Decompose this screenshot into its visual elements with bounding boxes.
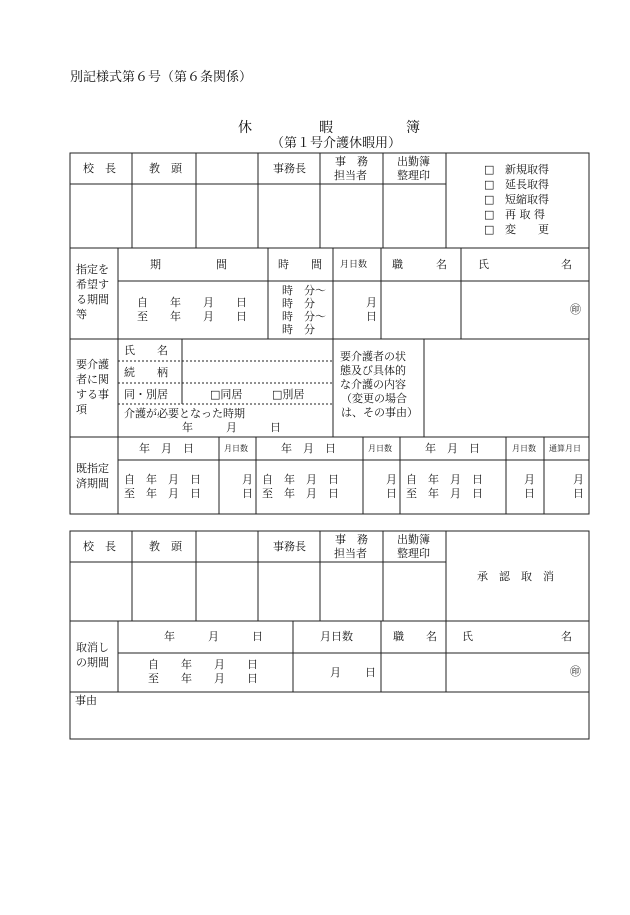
cancel-position-header: 職 名	[393, 630, 437, 643]
title-char-2: 暇	[319, 120, 333, 136]
period-header: 期 間	[150, 258, 227, 271]
cancel-days-header: 月日数	[320, 630, 353, 643]
previous-2-from[interactable]: 自 年 月 日	[262, 473, 339, 486]
cancel-seal-attendance[interactable]	[384, 563, 445, 620]
reason-label: 事由	[75, 694, 97, 707]
care-label-1: 要介護	[76, 358, 109, 371]
state-label-3: な介護の内容	[340, 378, 406, 391]
cancel-seal-icon[interactable]: ㊞	[570, 665, 581, 678]
cancel-period-label-2: の期間	[76, 656, 109, 669]
approval-cancel-label: 承 認 取 消	[477, 570, 554, 583]
desired-day[interactable]: 日	[366, 310, 377, 323]
cancel-name-header-left: 氏	[462, 630, 473, 643]
cancel-from-date[interactable]: 自 年 月 日	[148, 658, 258, 671]
previous-3-to[interactable]: 至 年 月 日	[406, 487, 483, 500]
desired-label-1: 指定を	[76, 263, 109, 276]
option-reacquire-label: 再 取 得	[505, 208, 545, 221]
cancel-period-label-1: 取消し	[76, 641, 109, 654]
state-label-5: は、その事由）	[341, 406, 418, 419]
principal-label: 校 長	[83, 162, 116, 175]
state-label-1: 要介護者の状	[340, 350, 406, 363]
previous-1-days-header: 月日数	[224, 444, 248, 453]
approval-seal-principal[interactable]	[71, 185, 131, 247]
approval-seal-staff[interactable]	[321, 185, 382, 247]
staff-label-2: 担当者	[334, 169, 367, 182]
cancel-seal-office-head[interactable]	[259, 563, 319, 620]
previous-2-month[interactable]: 月	[386, 473, 397, 486]
cancel-attendance-label-2: 整理印	[397, 547, 430, 560]
care-label-3: する事	[76, 388, 109, 401]
approval-seal-office-head[interactable]	[259, 185, 319, 247]
recipient-name-field[interactable]	[183, 340, 332, 360]
cancel-staff-label-1: 事 務	[335, 533, 368, 546]
previous-1-day[interactable]: 日	[242, 487, 253, 500]
recipient-name-label: 氏 名	[124, 344, 168, 357]
care-details-field[interactable]	[425, 340, 588, 436]
title-char-3: 簿	[406, 120, 420, 136]
relation-field[interactable]	[183, 362, 332, 382]
option-reacquire-checkbox[interactable]: □	[484, 208, 495, 221]
office-head-label: 事務長	[273, 162, 306, 175]
reason-field[interactable]	[71, 708, 588, 738]
cancel-position-field[interactable]	[382, 654, 445, 691]
previous-3-ymd-header: 年 月 日	[425, 442, 480, 455]
previous-1-from[interactable]: 自 年 月 日	[124, 473, 201, 486]
cohabit-checkbox[interactable]: □同居	[210, 388, 243, 401]
desired-month[interactable]: 月	[366, 296, 377, 309]
state-label-4: （変更の場合	[341, 392, 407, 405]
form-reference: 別記様式第６号（第６条関係）	[70, 70, 253, 85]
position-header: 職 名	[392, 258, 447, 271]
cancel-office-head-label: 事務長	[273, 540, 306, 553]
previous-total-month[interactable]: 月	[573, 473, 584, 486]
previous-total-header: 通算月日	[549, 444, 581, 453]
previous-1-ymd-header: 年 月 日	[139, 442, 194, 455]
need-date-field[interactable]: 年 月 日	[182, 421, 281, 434]
previous-3-from[interactable]: 自 年 月 日	[406, 473, 483, 486]
relation-label: 続 柄	[124, 366, 168, 379]
option-new-checkbox[interactable]: □	[484, 163, 495, 176]
attendance-label-2: 整理印	[397, 169, 430, 182]
days-header: 月日数	[340, 260, 368, 270]
time-header: 時 間	[278, 258, 322, 271]
previous-1-month[interactable]: 月	[242, 473, 253, 486]
attendance-label-1: 出勤簿	[397, 155, 430, 168]
cancel-ymd-header: 年 月 日	[164, 630, 263, 643]
desired-position-field[interactable]	[382, 282, 460, 338]
desired-label-2: 希望す	[76, 278, 109, 291]
option-shorten-checkbox[interactable]: □	[484, 193, 495, 206]
cancel-principal-label: 校 長	[83, 540, 116, 553]
desired-label-4: 等	[76, 308, 87, 321]
cancel-to-date[interactable]: 至 年 月 日	[148, 672, 258, 685]
time-line-2[interactable]: 時 分	[282, 297, 315, 310]
staff-label-1: 事 務	[335, 155, 368, 168]
vice-principal-label: 教 頭	[149, 162, 182, 175]
state-label-2: 態及び具体的	[340, 364, 406, 377]
previous-2-days-header: 月日数	[368, 444, 392, 453]
care-label-2: 者に関	[76, 373, 109, 386]
approval-seal-vice-principal[interactable]	[133, 185, 195, 247]
cancel-attendance-label-1: 出勤簿	[397, 533, 430, 546]
time-line-1[interactable]: 時 分〜	[282, 284, 326, 297]
previous-label-1: 既指定	[76, 462, 109, 475]
option-extend-label: 延長取得	[505, 178, 549, 191]
name-header-left: 氏	[478, 258, 489, 271]
previous-label-2: 済期間	[76, 477, 109, 490]
time-line-4[interactable]: 時 分	[282, 323, 315, 336]
option-shorten-label: 短縮取得	[505, 193, 549, 206]
separate-checkbox[interactable]: □別居	[272, 388, 305, 401]
cancel-seal-vice-principal[interactable]	[133, 563, 195, 620]
cancel-vice-principal-label: 教 頭	[149, 540, 182, 553]
cancel-month[interactable]: 月	[330, 666, 341, 679]
living-label: 同・別居	[124, 388, 168, 401]
option-change-checkbox[interactable]: □	[484, 223, 495, 236]
seal-icon[interactable]: ㊞	[570, 303, 581, 316]
desired-from-date[interactable]: 自 年 月 日	[137, 296, 247, 309]
time-line-3[interactable]: 時 分〜	[282, 310, 326, 323]
cancel-seal-staff[interactable]	[321, 563, 382, 620]
option-new-label: 新規取得	[505, 163, 549, 176]
desired-to-date[interactable]: 至 年 月 日	[137, 310, 247, 323]
cancel-seal-blank[interactable]	[197, 563, 257, 620]
form-subtitle: （第１号介護休暇用）	[271, 136, 402, 151]
previous-2-ymd-header: 年 月 日	[281, 442, 336, 455]
need-period-label: 介護が必要となった時期	[124, 407, 245, 420]
previous-total-day[interactable]: 日	[573, 487, 584, 500]
previous-3-day[interactable]: 日	[524, 487, 535, 500]
previous-2-to[interactable]: 至 年 月 日	[262, 487, 339, 500]
desired-label-3: る期間	[76, 293, 109, 306]
option-extend-checkbox[interactable]: □	[484, 178, 495, 191]
previous-1-to[interactable]: 至 年 月 日	[124, 487, 201, 500]
approval-seal-attendance[interactable]	[384, 185, 445, 247]
previous-2-day[interactable]: 日	[386, 487, 397, 500]
previous-3-days-header: 月日数	[512, 444, 536, 453]
approval-seal-blank[interactable]	[197, 185, 257, 247]
option-change-label: 変 更	[505, 223, 549, 236]
cancel-name-header-right: 名	[561, 630, 572, 643]
title-char-1: 休	[238, 120, 252, 136]
cancel-day[interactable]: 日	[365, 666, 376, 679]
care-label-4: 項	[76, 403, 87, 416]
name-header-right: 名	[561, 258, 572, 271]
cancel-staff-label-2: 担当者	[334, 547, 367, 560]
previous-3-month[interactable]: 月	[524, 473, 535, 486]
cancel-seal-principal[interactable]	[71, 563, 131, 620]
